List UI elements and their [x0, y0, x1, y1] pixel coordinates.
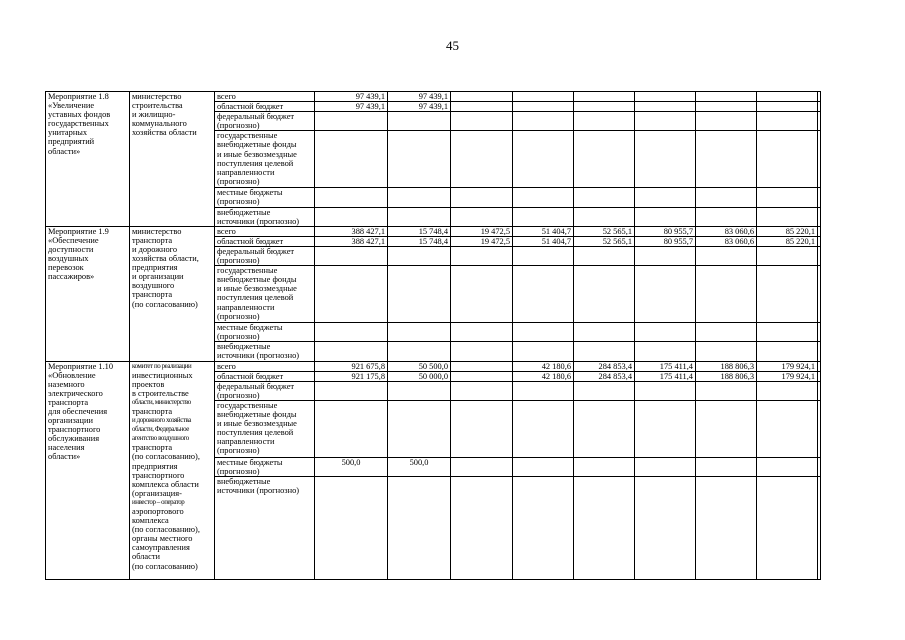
amount-cell: 97 439,1: [315, 92, 388, 102]
amount-cell: [388, 112, 451, 131]
funding-source: внебюджетные источники (прогнозно): [215, 207, 315, 226]
funding-source: местные бюджеты (прогнозно): [215, 323, 315, 342]
amount-cell: [635, 381, 696, 400]
amount-cell: [513, 400, 574, 457]
amount-cell: [315, 381, 388, 400]
amount-cell: [818, 102, 821, 112]
amount-cell: [757, 266, 818, 323]
amount-cell: [574, 266, 635, 323]
executor-text: инвестиционных проектов в строительстве: [132, 370, 193, 398]
amount-cell: [635, 246, 696, 265]
executor-text: инвестор – оператор: [132, 498, 185, 506]
amount-cell: 50 500,0: [388, 361, 451, 371]
amount-cell: [818, 188, 821, 207]
amount-cell: [757, 188, 818, 207]
amount-cell: [451, 400, 513, 457]
amount-cell: 500,0: [388, 457, 451, 476]
page-number: 45: [446, 38, 459, 53]
amount-cell: [388, 477, 451, 580]
amount-cell: [696, 92, 757, 102]
executor-text: транспорта (по согласованию), предприятия транспортного комплекса области (организация-: [132, 443, 200, 498]
funding-source: местные бюджеты (прогнозно): [215, 457, 315, 476]
amount-cell: [757, 381, 818, 400]
funding-source: федеральный бюджет (прогнозно): [215, 112, 315, 131]
amount-cell: [388, 131, 451, 188]
amount-cell: 388 427,1: [315, 226, 388, 236]
amount-cell: [696, 112, 757, 131]
amount-cell: [451, 323, 513, 342]
amount-cell: [757, 246, 818, 265]
amount-cell: [513, 92, 574, 102]
amount-cell: 19 472,5: [451, 236, 513, 246]
amount-cell: 175 411,4: [635, 361, 696, 371]
amount-cell: [388, 381, 451, 400]
amount-cell: [818, 323, 821, 342]
amount-cell: [818, 207, 821, 226]
table-row: [46, 226, 821, 236]
amount-cell: [818, 131, 821, 188]
amount-cell: 42 180,6: [513, 361, 574, 371]
amount-cell: 42 180,6: [513, 371, 574, 381]
amount-cell: [696, 457, 757, 476]
amount-cell: [574, 323, 635, 342]
executor-text: министерство транспорта и дорожного хозяйства области, предприятия и организации воздушного транспорта (по согласованию): [132, 226, 199, 309]
amount-cell: [818, 246, 821, 265]
executor-text: аэропортового комплекса (по согласованию), органы местного самоуправления области (по согласованию): [132, 507, 200, 571]
funding-source: государственные внебюджетные фонды и иные безвозмездные поступления целевой направленности (прогнозно): [215, 400, 315, 457]
amount-cell: 83 060,6: [696, 236, 757, 246]
amount-cell: [451, 188, 513, 207]
table-row: [46, 92, 821, 102]
amount-cell: [513, 342, 574, 361]
amount-cell: [635, 323, 696, 342]
amount-cell: [513, 207, 574, 226]
amount-cell: [696, 131, 757, 188]
amount-cell: [696, 188, 757, 207]
amount-cell: [451, 207, 513, 226]
amount-cell: [315, 112, 388, 131]
amount-cell: 188 806,3: [696, 371, 757, 381]
amount-cell: [635, 131, 696, 188]
amount-cell: [635, 477, 696, 580]
measure-name-cell: [46, 361, 130, 580]
amount-cell: [451, 246, 513, 265]
amount-cell: [635, 457, 696, 476]
amount-cell: [513, 381, 574, 400]
amount-cell: 15 748,4: [388, 236, 451, 246]
amount-cell: [451, 112, 513, 131]
amount-cell: [388, 188, 451, 207]
amount-cell: [696, 477, 757, 580]
amount-cell: [574, 342, 635, 361]
amount-cell: 52 565,1: [574, 226, 635, 236]
amount-cell: [574, 131, 635, 188]
amount-cell: [315, 207, 388, 226]
amount-cell: 97 439,1: [315, 102, 388, 112]
amount-cell: [635, 102, 696, 112]
amount-cell: [757, 400, 818, 457]
amount-cell: [818, 342, 821, 361]
funding-source: всего: [215, 361, 315, 371]
executor-text: министерство строительства и жилищно- коммунального хозяйства области: [132, 92, 197, 138]
amount-cell: [635, 112, 696, 131]
amount-cell: [635, 188, 696, 207]
budget-table: [45, 91, 821, 580]
amount-cell: [513, 266, 574, 323]
amount-cell: 97 439,1: [388, 102, 451, 112]
amount-cell: [818, 361, 821, 371]
amount-cell: [574, 477, 635, 580]
funding-source: областной бюджет: [215, 236, 315, 246]
amount-cell: [513, 102, 574, 112]
amount-cell: [574, 102, 635, 112]
amount-cell: [574, 112, 635, 131]
measure-name: Мероприятие 1.9 «Обеспечение доступности воздушных перевозок пассажиров»: [48, 226, 109, 282]
executor-cell: [130, 361, 215, 580]
amount-cell: [696, 323, 757, 342]
funding-source: всего: [215, 92, 315, 102]
amount-cell: [818, 400, 821, 457]
amount-cell: [818, 266, 821, 323]
amount-cell: 284 853,4: [574, 371, 635, 381]
amount-cell: [315, 131, 388, 188]
amount-cell: [757, 207, 818, 226]
amount-cell: [388, 342, 451, 361]
amount-cell: [451, 381, 513, 400]
measure-name-cell: [46, 92, 130, 227]
amount-cell: 175 411,4: [635, 371, 696, 381]
amount-cell: [315, 266, 388, 323]
amount-cell: 15 748,4: [388, 226, 451, 236]
amount-cell: [696, 207, 757, 226]
amount-cell: [451, 342, 513, 361]
funding-source: всего: [215, 226, 315, 236]
amount-cell: [513, 131, 574, 188]
amount-cell: 85 220,1: [757, 226, 818, 236]
funding-source: внебюджетные источники (прогнозно): [215, 477, 315, 580]
amount-cell: [818, 226, 821, 236]
amount-cell: [451, 131, 513, 188]
amount-cell: 179 924,1: [757, 361, 818, 371]
amount-cell: 80 955,7: [635, 226, 696, 236]
funding-source: местные бюджеты (прогнозно): [215, 188, 315, 207]
amount-cell: [635, 207, 696, 226]
funding-source: федеральный бюджет (прогнозно): [215, 246, 315, 265]
amount-cell: 97 439,1: [388, 92, 451, 102]
amount-cell: [574, 188, 635, 207]
amount-cell: [574, 381, 635, 400]
amount-cell: [315, 477, 388, 580]
amount-cell: 52 565,1: [574, 236, 635, 246]
amount-cell: [696, 266, 757, 323]
amount-cell: [757, 112, 818, 131]
amount-cell: [757, 477, 818, 580]
amount-cell: [513, 246, 574, 265]
amount-cell: [696, 342, 757, 361]
amount-cell: [696, 381, 757, 400]
funding-source: федеральный бюджет (прогнозно): [215, 381, 315, 400]
amount-cell: [818, 477, 821, 580]
amount-cell: [315, 400, 388, 457]
amount-cell: [696, 246, 757, 265]
amount-cell: [635, 92, 696, 102]
amount-cell: [696, 102, 757, 112]
executor-text: транспорта: [132, 406, 173, 416]
amount-cell: [388, 323, 451, 342]
amount-cell: [315, 323, 388, 342]
amount-cell: 51 404,7: [513, 236, 574, 246]
executor-cell: [130, 226, 215, 361]
amount-cell: 19 472,5: [451, 226, 513, 236]
amount-cell: [757, 131, 818, 188]
amount-cell: [574, 92, 635, 102]
amount-cell: 921 175,8: [315, 371, 388, 381]
amount-cell: [513, 477, 574, 580]
amount-cell: [757, 102, 818, 112]
amount-cell: [315, 342, 388, 361]
measure-name: Мероприятие 1.8 «Увеличение уставных фондов государственных унитарных предприятий области»: [48, 92, 111, 156]
amount-cell: [388, 246, 451, 265]
amount-cell: 921 675,8: [315, 361, 388, 371]
amount-cell: [757, 342, 818, 361]
amount-cell: [451, 361, 513, 371]
amount-cell: [635, 400, 696, 457]
amount-cell: 51 404,7: [513, 226, 574, 236]
funding-source: государственные внебюджетные фонды и иные безвозмездные поступления целевой направленности (прогнозно): [215, 266, 315, 323]
measure-name: Мероприятие 1.10 «Обновление наземного электрического транспорта для обеспечения организации транспортного обслуживания населения области»: [48, 361, 114, 462]
amount-cell: [388, 207, 451, 226]
amount-cell: 500,0: [315, 457, 388, 476]
funding-source: областной бюджет: [215, 371, 315, 381]
funding-source: внебюджетные источники (прогнозно): [215, 342, 315, 361]
amount-cell: [757, 92, 818, 102]
amount-cell: [818, 371, 821, 381]
amount-cell: [635, 342, 696, 361]
executor-text: и дорожного хозяйства области, Федеральное агентство воздушного: [132, 417, 191, 443]
amount-cell: [315, 246, 388, 265]
amount-cell: [315, 188, 388, 207]
amount-cell: [818, 236, 821, 246]
amount-cell: [451, 102, 513, 112]
amount-cell: 80 955,7: [635, 236, 696, 246]
amount-cell: 388 427,1: [315, 236, 388, 246]
amount-cell: [757, 457, 818, 476]
amount-cell: 284 853,4: [574, 361, 635, 371]
amount-cell: [451, 457, 513, 476]
amount-cell: [757, 323, 818, 342]
amount-cell: [513, 112, 574, 131]
amount-cell: 188 806,3: [696, 361, 757, 371]
amount-cell: [451, 477, 513, 580]
amount-cell: [818, 112, 821, 131]
table-row: [46, 361, 821, 371]
measure-name-cell: [46, 226, 130, 361]
amount-cell: [388, 400, 451, 457]
executor-text: области, министерство: [132, 398, 191, 406]
amount-cell: [574, 207, 635, 226]
amount-cell: [818, 92, 821, 102]
amount-cell: 179 924,1: [757, 371, 818, 381]
executor-cell: [130, 92, 215, 227]
amount-cell: 83 060,6: [696, 226, 757, 236]
amount-cell: [574, 246, 635, 265]
amount-cell: [818, 381, 821, 400]
amount-cell: [513, 323, 574, 342]
funding-source: государственные внебюджетные фонды и иные безвозмездные поступления целевой направленности (прогнозно): [215, 131, 315, 188]
amount-cell: 85 220,1: [757, 236, 818, 246]
amount-cell: [388, 266, 451, 323]
amount-cell: [696, 400, 757, 457]
amount-cell: [574, 400, 635, 457]
amount-cell: [635, 266, 696, 323]
amount-cell: [513, 188, 574, 207]
amount-cell: [818, 457, 821, 476]
amount-cell: [513, 457, 574, 476]
executor-text: комитет по реализации: [132, 362, 192, 370]
amount-cell: 50 000,0: [388, 371, 451, 381]
funding-source: областной бюджет: [215, 102, 315, 112]
amount-cell: [574, 457, 635, 476]
amount-cell: [451, 371, 513, 381]
amount-cell: [451, 92, 513, 102]
amount-cell: [451, 266, 513, 323]
